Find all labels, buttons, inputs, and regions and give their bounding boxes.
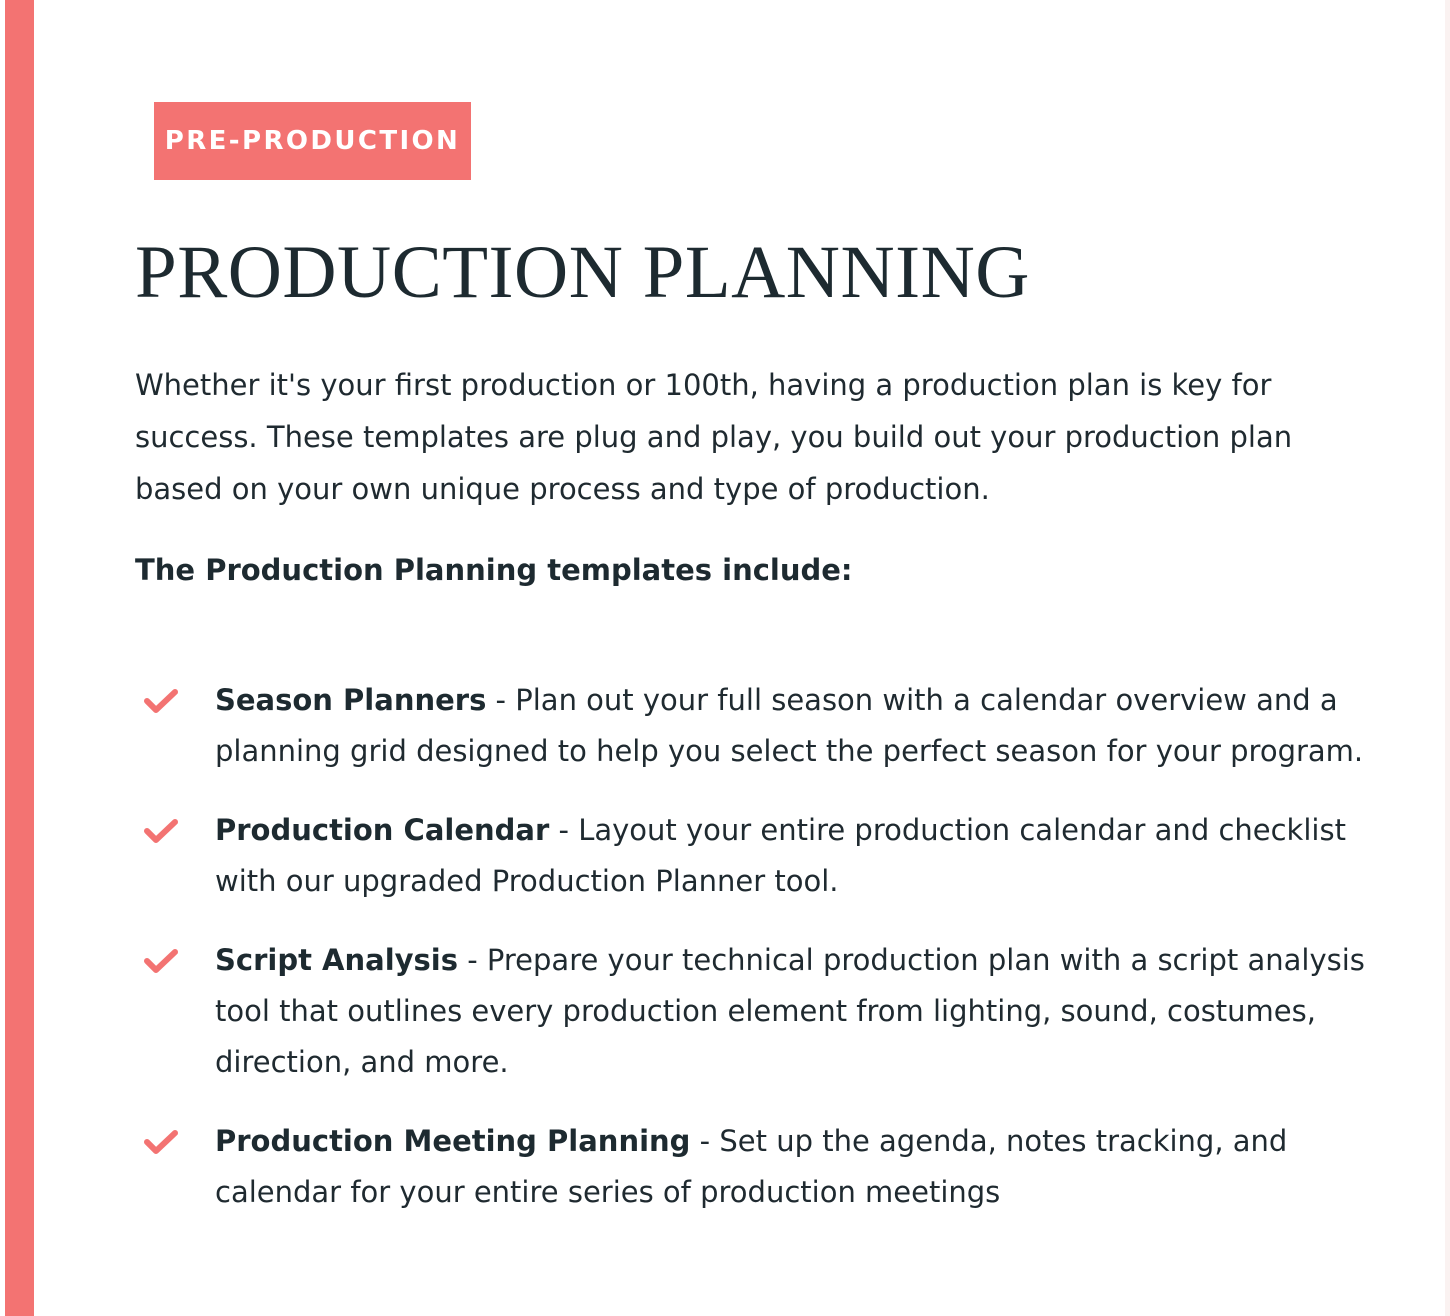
category-badge: PRE-PRODUCTION — [154, 102, 471, 180]
templates-subheading: The Production Planning templates include: — [135, 553, 853, 587]
feature-name: Production Meeting Planning — [215, 1124, 691, 1158]
intro-paragraph: Whether it's your first production or 100th, having a production plan is key for success. These templates are plug and play, you build out your production plan based on your own unique process and type of production. — [135, 368, 1293, 506]
check-icon — [143, 818, 179, 844]
feature-description: Layout your entire production calendar and checklist with our upgraded Production Planner tool. — [215, 813, 1346, 898]
feature-description: Set up the agenda, notes tracking, and calendar for your entire series of production meetings — [215, 1124, 1288, 1209]
accent-sidebar-bar — [5, 0, 34, 1316]
feature-separator: - — [690, 1124, 720, 1158]
feature-description: Prepare your technical production plan with a script analysis tool that outlines every production element from lighting, sound, costumes, direction, and more. — [215, 943, 1365, 1079]
page-edge — [1445, 0, 1450, 1316]
feature-item-season-planners — [135, 675, 1365, 777]
feature-name: Production Calendar — [215, 813, 550, 847]
feature-item-script-analysis — [135, 935, 1365, 1088]
feature-separator: - — [458, 943, 487, 977]
page-title: PRODUCTION PLANNING — [135, 231, 1030, 314]
feature-name: Season Planners — [215, 683, 487, 717]
feature-name: Script Analysis — [215, 943, 459, 977]
feature-description: Plan out your full season with a calendar overview and a planning grid designed to help you select the perfect season for your program. — [215, 683, 1364, 768]
check-icon — [143, 1129, 179, 1155]
feature-separator: - — [486, 683, 516, 717]
feature-list — [135, 675, 1365, 1246]
feature-separator: - — [549, 813, 579, 847]
check-icon — [143, 948, 179, 974]
feature-item-production-calendar — [135, 805, 1365, 907]
feature-item-production-meeting-planning — [135, 1116, 1365, 1218]
check-icon — [143, 688, 179, 714]
